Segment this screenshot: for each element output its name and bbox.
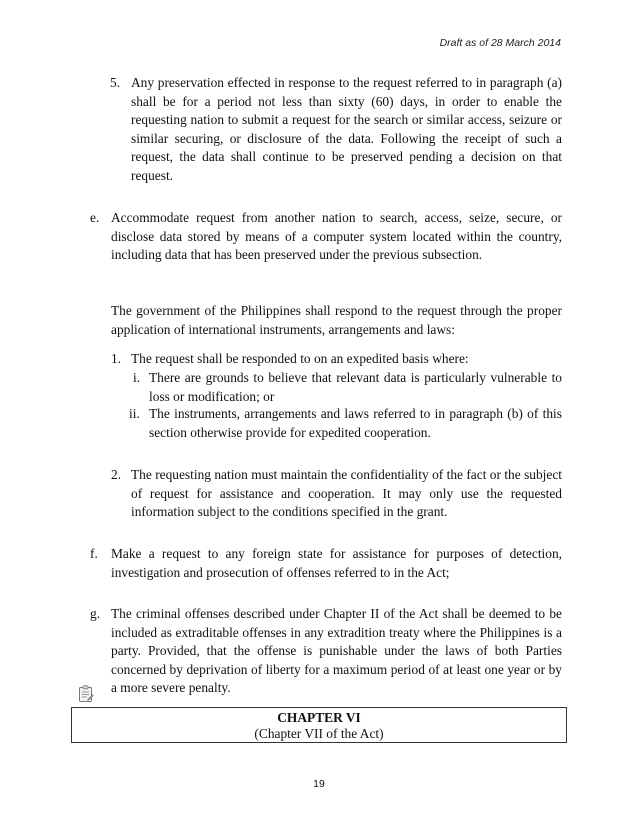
government-response-paragraph: The government of the Philippines shall respond to the request through the proper application of international instruments, arrangements and laws: [111, 303, 562, 337]
chapter-subtitle: (Chapter VII of the Act) [254, 726, 384, 741]
sub-item-1-i-text: There are grounds to believe that relevant data is particularly vulnerable to loss or modification; or [149, 370, 562, 404]
sub-item-1-text: The request shall be responded to on an expedited basis where: [131, 351, 469, 366]
sub-item-1-ii-text: The instruments, arrangements and laws referred to in paragraph (b) of this section otherwise provide for expedited cooperation. [149, 406, 562, 440]
item-5-number: 5. [110, 75, 121, 90]
item-5 [110, 74, 562, 186]
item-e-letter: e. [90, 210, 100, 225]
item-f [90, 545, 562, 582]
sub-item-1-i-number: i. [133, 370, 141, 385]
draft-date-header: Draft as of 28 March 2014 [439, 37, 561, 49]
sub-item-2-number: 2. [111, 467, 122, 482]
item-5-text: Any preservation effected in response to the request referred to in paragraph (a) shall be for a period not less than sixty (60) days, in order to enable the requesting nation to submit a request for the search or similar access, seizure or similar securing, or disclosure of the data. Following the receipt of such a request, the data shall continue to be preserved pending a decision on that request. [131, 75, 562, 183]
item-g-text: The criminal offenses described under Chapter II of the Act shall be deemed to be included as extraditable offenses in any extradition treaty where the Philippines is a party. Provided, that the offense is punishable under the laws of both Parties concerned by deprivation of liberty for a maximum period of at least one year or by a more severe penalty. [111, 606, 562, 696]
item-f-text: Make a request to any foreign state for assistance for purposes of detection, investigation and prosecution of offenses referred to in the Act; [111, 546, 562, 580]
chapter-heading-box [71, 707, 567, 743]
sub-item-2 [111, 466, 562, 522]
item-g-letter: g. [90, 606, 101, 621]
item-g [90, 605, 562, 698]
sub-item-2-text: The requesting nation must maintain the confidentiality of the fact or the subject of request for assistance and cooperation. It may only use the requested information subject to the conditions specified in the grant. [131, 467, 562, 520]
page-number: 19 [313, 778, 325, 790]
sub-item-1-i [133, 369, 562, 406]
sub-item-1 [111, 350, 562, 369]
clipboard-note-icon[interactable] [78, 685, 94, 703]
sub-item-1-ii-number: ii. [129, 406, 140, 421]
item-e-text: Accommodate request from another nation to search, access, seize, secure, or disclose data stored by means of a computer system located within the country, including data that has been preserved under the previous subsection. [111, 210, 562, 263]
item-e [90, 209, 562, 265]
item-f-letter: f. [90, 546, 98, 561]
chapter-title: CHAPTER VI [277, 710, 361, 725]
sub-item-1-number: 1. [111, 351, 122, 366]
sub-item-1-ii [129, 405, 562, 442]
